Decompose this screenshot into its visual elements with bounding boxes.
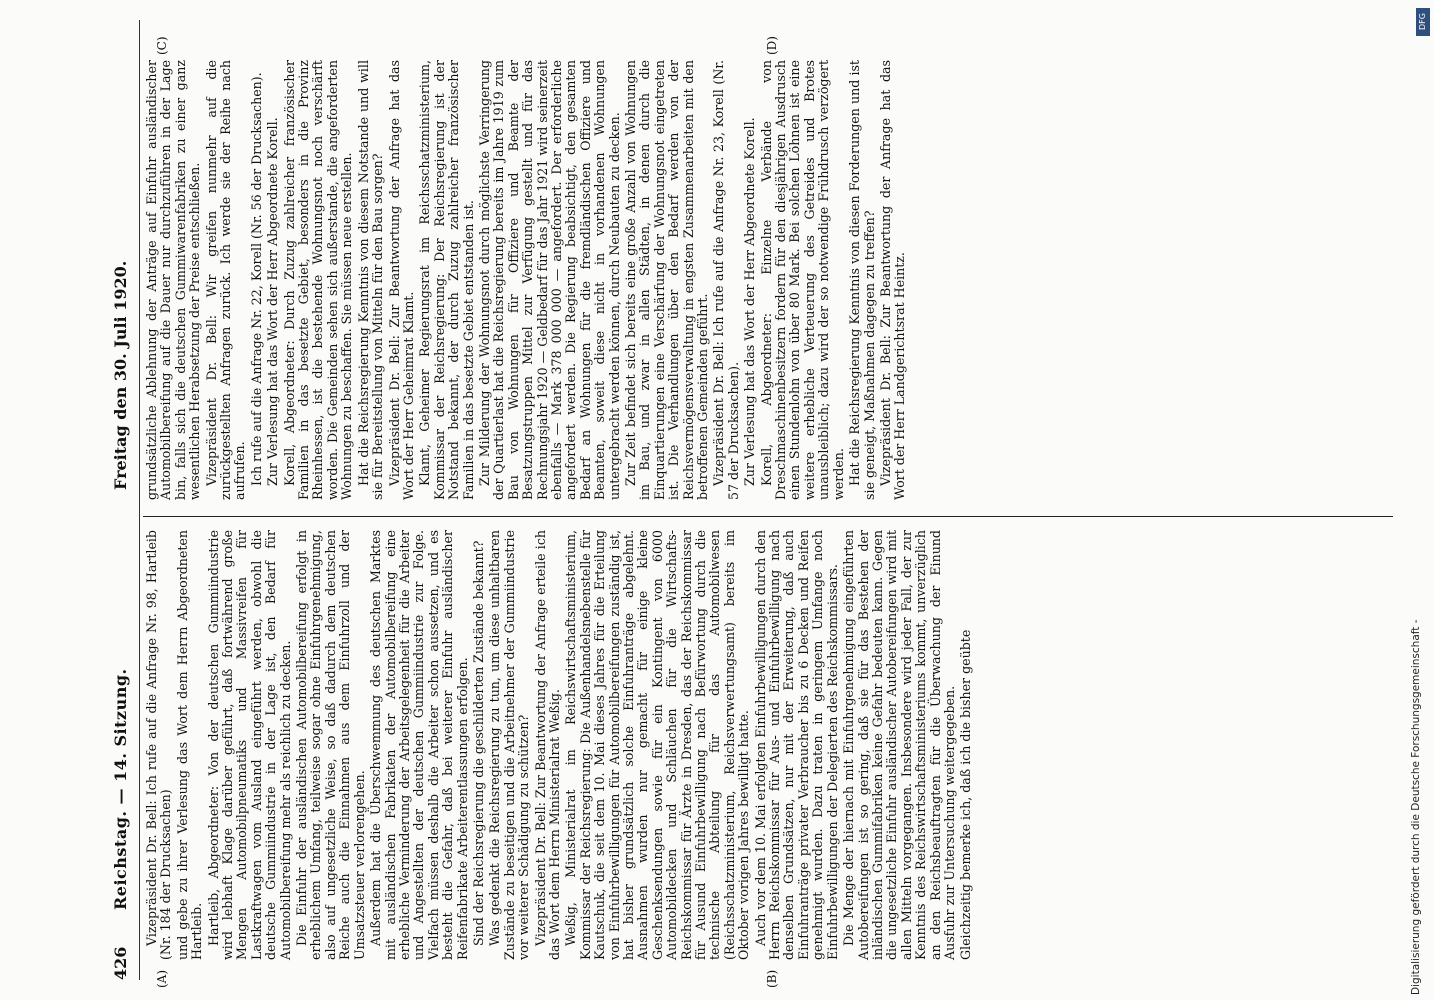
header-rule [139,20,140,980]
paragraph: Zur Zeit befindet sich bereits eine große Anzahl von Wohnungen im Bau, und zwar in allen Städten, in denen durch die Einquartierungen eine Verschärfung der Wohnungsnot eingetreten ist. Die Verhandlungen über den Bedarf werden von der Reichsvermögensverwaltung in engsten Zusammenarbeiten mit den betroffenen Gemeinden geführt. [623,60,711,500]
dfg-logo: DFG [1416,8,1430,36]
paragraph: Korell, Abgeordneter: Einzelne Verbände von Dreschmaschinenbesitzern fordern für den diesjährigen Ausdrusch einen Stundenlohn von über 80 Mark. Bei solchen Löhnen ist eine weitere erhebliche Verteuerung des Getreides und Brotes unausbleiblich; dazu wird der so notwendige Frühdrusch verzögert werden. [758,60,846,500]
paragraph: Vizepräsident Dr. Bell: Wir greifen nunmehr auf die zurückgestellten Anfragen zurück. Ich werde sie der Reihe nach aufrufen. [203,60,248,500]
margin-marker-a: (A) [155,969,169,988]
paragraph: Außerdem hat die Überschwemmung des deutschen Marktes mit ausländischen Fabrikaten der Automobilbereifung eine erhebliche Verminderung der Arbeitsgelegenheit für die Arbeiter und Angestellten der deutschen Gummiindustrie zur Folge. Vielfach müssen deshalb die Arbeiter schon aussetzen, und es besteht die Gefahr, daß bei weiterer Einfuhr ausländischer Reifenfabrikate Arbeiterentlassungen erfolgen. [368,530,470,960]
page-header [105,20,135,980]
paragraph: Zur Milderung der Wohnungsnot durch möglichste Verringerung der Quartierlast hat die Reichsregierung bereits im Jahre 1919 zum Bau von Wohnungen für Offiziere und Beamte der Besatzungstruppen Mittel zur Verfügung gestellt und für das Rechnungsjahr 1920 — Geldbedarf für das Jahr 1921 wird seinerzeit ebenfalls — Mark 378 000 000 — angefordert. Der erforderliche angefordert werden. Die Regierung beabsichtigt, den gesamten Bedarf an Wohnungen für die fremdländischen Offiziere und Beamten, soweit diese nicht in vorhandenen Wohnungen untergebracht werden können, durch Neubauten zu decken. [476,60,622,500]
column-divider [143,516,1393,517]
paragraph: Hat die Reichsregierung Kenntnis von diesem Notstande und will sie für Bereitstellung von Mitteln für den Bau sorgen? [355,60,386,500]
paragraph: Vizepräsident Dr. Bell: Zur Beantwortung der Anfrage hat das Wort der Herr Geheimrat Klamt. [386,60,416,500]
paragraph: Die Einfuhr der ausländischen Automobilbereifung erfolgt in erheblichem Umfang, teilweise sogar ohne Einfuhrgenehmigung, also auf ungesetzliche Weise, so daß dadurch dem deutschen Reiche auch die Einnahmen aus dem Einfuhrzoll und der Umsatzsteuer verlorengehen. [294,530,367,960]
margin-marker-c: (C) [155,36,169,55]
paragraph: Was gedenkt die Reichsregierung zu tun, um diese unhaltbaren Zustände zu beseitigen und die Arbeitnehmer der Gummiindustrie vor weiterer Schädigung zu schützen? [487,530,532,960]
paragraph: Korell, Abgeordneter: Durch Zuzug zahlreicher französischer Familien in das besetzte Gebiet, besonders in die Provinz Rheinhessen, ist die bestehende Wohnungsnot noch verschärft worden. Die Gemeinden sehen sich außerstande, die angeforderten Wohnungen zu beschaffen. Sie müssen neue erstellen. [281,60,355,500]
margin-marker-b: (B) [765,969,779,988]
rotated-page [65,20,1395,988]
session-date: Freitag den 30. Juli 1920. [110,260,130,490]
paragraph: Auch vor dem 10. Mai erfolgten Einfuhrbewilligungen durch den Herrn Reichskommissar für Aus- und Einfuhrbewilligung nach denselben Grundsätzen, nur mit der Erweiterung, daß auch Einfuhranträge privater Verbraucher bis zu 6 Decken und Reifen genehmigt wurden. Dazu traten in geringem Umfange noch Einfuhrbewilligungen der Delegierten des Reichskommissars. [752,530,840,960]
left-column [145,530,976,960]
paragraph: Klamt, Geheimer Regierungsrat im Reichsschatzministerium, Kommissar der Reichsregierung: Der Reichsregierung ist der Notstand bekannt, der durch Zuzug zahlreicher französischer Familien in das besetzte Gebiet entstanden ist. [417,60,476,500]
page-number: 426 [110,946,130,980]
paragraph: und gebe zu ihrer Verlesung das Wort dem Herrn Abgeordneten Hartleib. [174,530,205,960]
digitization-credit: Digitalisierung gefördert durch die Deutsche Forschungsgemeinschaft - [1410,619,1422,995]
paragraph: Zur Verlesung hat das Wort der Herr Abgeordnete Korell. [265,117,281,486]
paragraph: Gleichzeitig bemerke ich, daß ich die bisher geübte [958,629,974,960]
paragraph: Hat die Reichsregierung Kenntnis von diesen Forderungen und ist sie geneigt, Maßnahmen dagegen zu treffen? [847,60,877,500]
paragraph: Vizepräsident Dr. Bell: Ich rufe auf die Anfrage Nr. 98, Hartleib (Nr. 184 der Drucksachen) [144,530,174,960]
paragraph: Ich rufe auf die Anfrage Nr. 22, Korell (Nr. 56 der Drucksachen). [248,72,264,486]
margin-marker-d: (D) [765,36,779,55]
paragraph: Vizepräsident Dr. Bell: Ich rufe auf die Anfrage Nr. 23, Korell (Nr. 57 der Drucksachen). [711,60,741,500]
paragraph: Hartleib, Abgeordneter: Von der deutschen Gummiindustrie wird lebhaft Klage darüber geführt, daß fortwährend große Mengen Automobilpneumatiks und Massivreifen für Lastkraftwagen vom Ausland eingeführt werden, obwohl die deutsche Gummiindustrie in der Lage ist, den Bedarf für Automobilbereifung mehr als reichlich zu decken. [205,530,293,960]
paragraph: Zur Verlesung hat das Wort der Herr Abgeordnete Korell. [742,117,758,486]
paragraph: Die Menge der hiernach mit Einfuhrgenehmigung eingeführten Autobereifungen ist so gering, daß sie für das Bestehen der inländischen Gummifabriken keine Gefahr bedeuten kann. Gegen die ungesetzliche Einfuhr ausländischer Autobereifungen wird mit allen Mitteln vorgegangen. Insbesondere wird jeder Fall, der zur Kenntnis des Reichswirtschaftsministeriums kommt, unverzüglich an den Reichsbeauftragten für die Überwachung der Einund Ausfuhr zur Untersuchung weitergegeben. [841,530,957,960]
paragraph: Weßig, Ministerialrat im Reichswirtschaftsministerium, Kommissar der Reichsregierung: Die Außenhandelsnebenstelle für Kautschuk, die seit dem 10. Mai dieses Jahres für die Erteilung von Einfuhrbewilligungen für Automobilbereifungen zuständig ist, hat bisher grundsätzlich solche Einfuhranträge abgelehnt. Ausnahmen wurden nur gemacht für einige kleine Geschenksendungen sowie für ein Kontingent von 6000 Automobildecken und Schläuchen für die Wirtschafts-Reichskommissar für Ärzte in Dresden, das der Reichskommissar für Ausund Einfuhrbewilligung nach Befürwortung durch die technische Abteilung für das Automobilwesen (Reichsschatzministerium, Reichsverwertungsamt) bereits im Oktober vorigen Jahres bewilligt hatte. [563,530,752,960]
paragraph: grundsätzliche Ablehnung der Anträge auf Einfuhr ausländischer Automobilbereifung auf die Dauer nur durchzuführen in der Lage bin, falls sich die deutschen Gummiwarenfabriken zu einer ganz wesentlichen Herabsetzung der Preise entschließen. [144,60,203,500]
session-title: Reichstag. — 14. Sitzung. [110,668,130,910]
paragraph: Vizepräsident Dr. Bell: Zur Beantwortung der Anfrage hat das Wort der Herr Landgerichtsrat Heintz. [877,60,908,500]
paragraph: Sind der Reichsregierung die geschilderten Zustände bekannt? [470,540,486,946]
paragraph: Vizepräsident Dr. Bell: Zur Beantwortung der Anfrage erteile ich das Wort dem Herrn Ministerialrat Weßig. [532,530,562,960]
right-column [145,60,910,500]
